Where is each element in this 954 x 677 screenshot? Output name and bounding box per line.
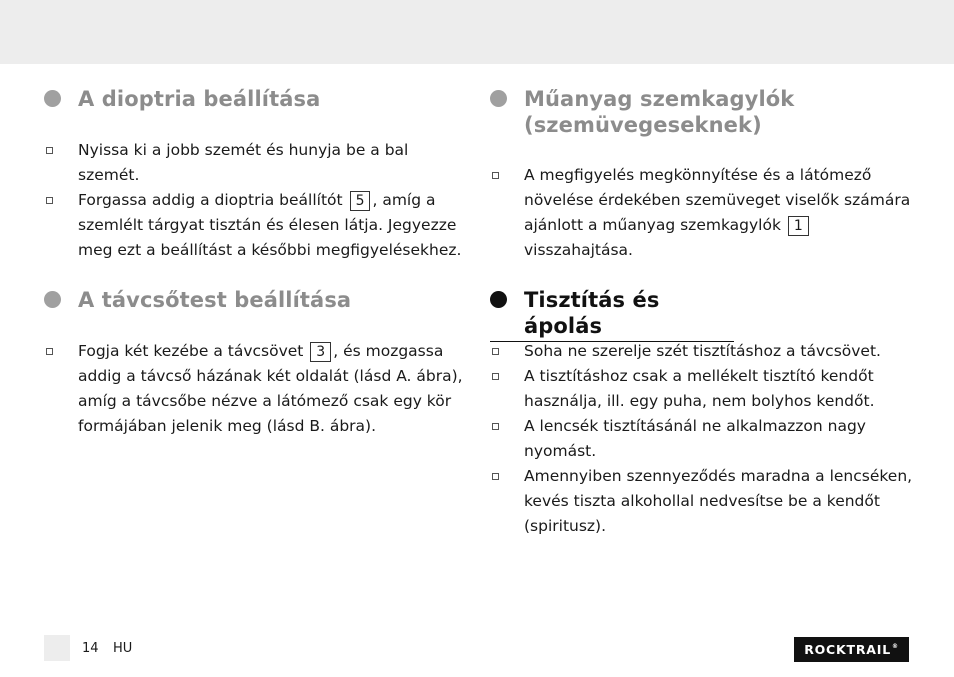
list-item-text: Soha ne szerelje szét tisztításhoz a távcsövet. [524,342,881,360]
heading-dioptre-title: A dioptria beállítása [78,87,321,111]
heading-dioptre [44,86,320,112]
list-cleaning [490,339,920,539]
list-item [490,339,920,364]
brand-logo-text: ROCKTRAIL [804,642,891,657]
list-item-text-after: , amíg a szemlélt tárgyat tisztán és élesen látja. Jegyezze meg ezt a beállítást a későbbi megfigyelésekhez. [78,191,462,259]
list-item-text-before: Forgassa addig a dioptria beállítót [78,191,343,209]
list-item [44,339,470,439]
footer-page-tab [44,635,70,661]
language-code: HU [113,641,133,656]
top-bar [0,0,954,64]
bullet-dot-icon [490,291,507,308]
list-item [490,163,920,263]
page-number: 14 [82,641,99,656]
list-item-text: A tisztításhoz csak a mellékelt tisztító kendőt használja, ill. egy puha, nem bolyhos kendőt. [524,367,875,410]
brand-logo: ROCKTRAIL ® [794,637,909,662]
reference-number: 1 [788,216,809,236]
list-item [490,464,920,539]
list-item [44,188,470,263]
list-item-text-after: visszahajtása. [524,241,633,259]
list-item-text-after: , és mozgassa addig a távcső házának két oldalát (lásd A. ábra), amíg a távcsőbe nézve a látómező csak egy kör formájában jelenik meg (lásd B. ábra). [78,342,463,435]
heading-cleaning-title: Tisztítás és ápolás [524,288,660,338]
heading-eyecups-title: Műanyag szemkagylók (szemüvegeseknek) [524,87,795,137]
reference-number: 3 [310,342,331,362]
square-bullet-icon [492,172,499,179]
reference-number: 5 [350,191,371,211]
bullet-dot-icon [44,291,61,308]
heading-cleaning [490,287,734,342]
square-bullet-icon [492,423,499,430]
square-bullet-icon [492,473,499,480]
bullet-dot-icon [490,90,507,107]
square-bullet-icon [46,197,53,204]
square-bullet-icon [46,147,53,154]
list-item-text: A lencsék tisztításánál ne alkalmazzon nagy nyomást. [524,417,866,460]
list-item-text-before: Fogja két kezébe a távcsövet [78,342,304,360]
list-dioptre [44,138,470,263]
list-eyecups [490,163,920,263]
heading-body [44,287,351,313]
square-bullet-icon [46,348,53,355]
bullet-dot-icon [44,90,61,107]
list-item-text-before: A megfigyelés megkönnyítése és a látómező növelése érdekében szemüveget viselők számára ajánlott a műanyag szemkagylók [524,166,911,234]
list-item-text: Amennyiben szennyeződés maradna a lencséken, kevés tiszta alkohollal nedvesítse be a kendőt (spiritusz). [524,467,913,535]
list-body [44,339,470,439]
heading-eyecups [490,86,854,138]
list-item [490,364,920,414]
list-item [44,138,470,188]
heading-body-title: A távcsőtest beállítása [78,288,352,312]
square-bullet-icon [492,373,499,380]
list-item [490,414,920,464]
list-item-text: Nyissa ki a jobb szemét és hunyja be a bal szemét. [78,141,409,184]
square-bullet-icon [492,348,499,355]
